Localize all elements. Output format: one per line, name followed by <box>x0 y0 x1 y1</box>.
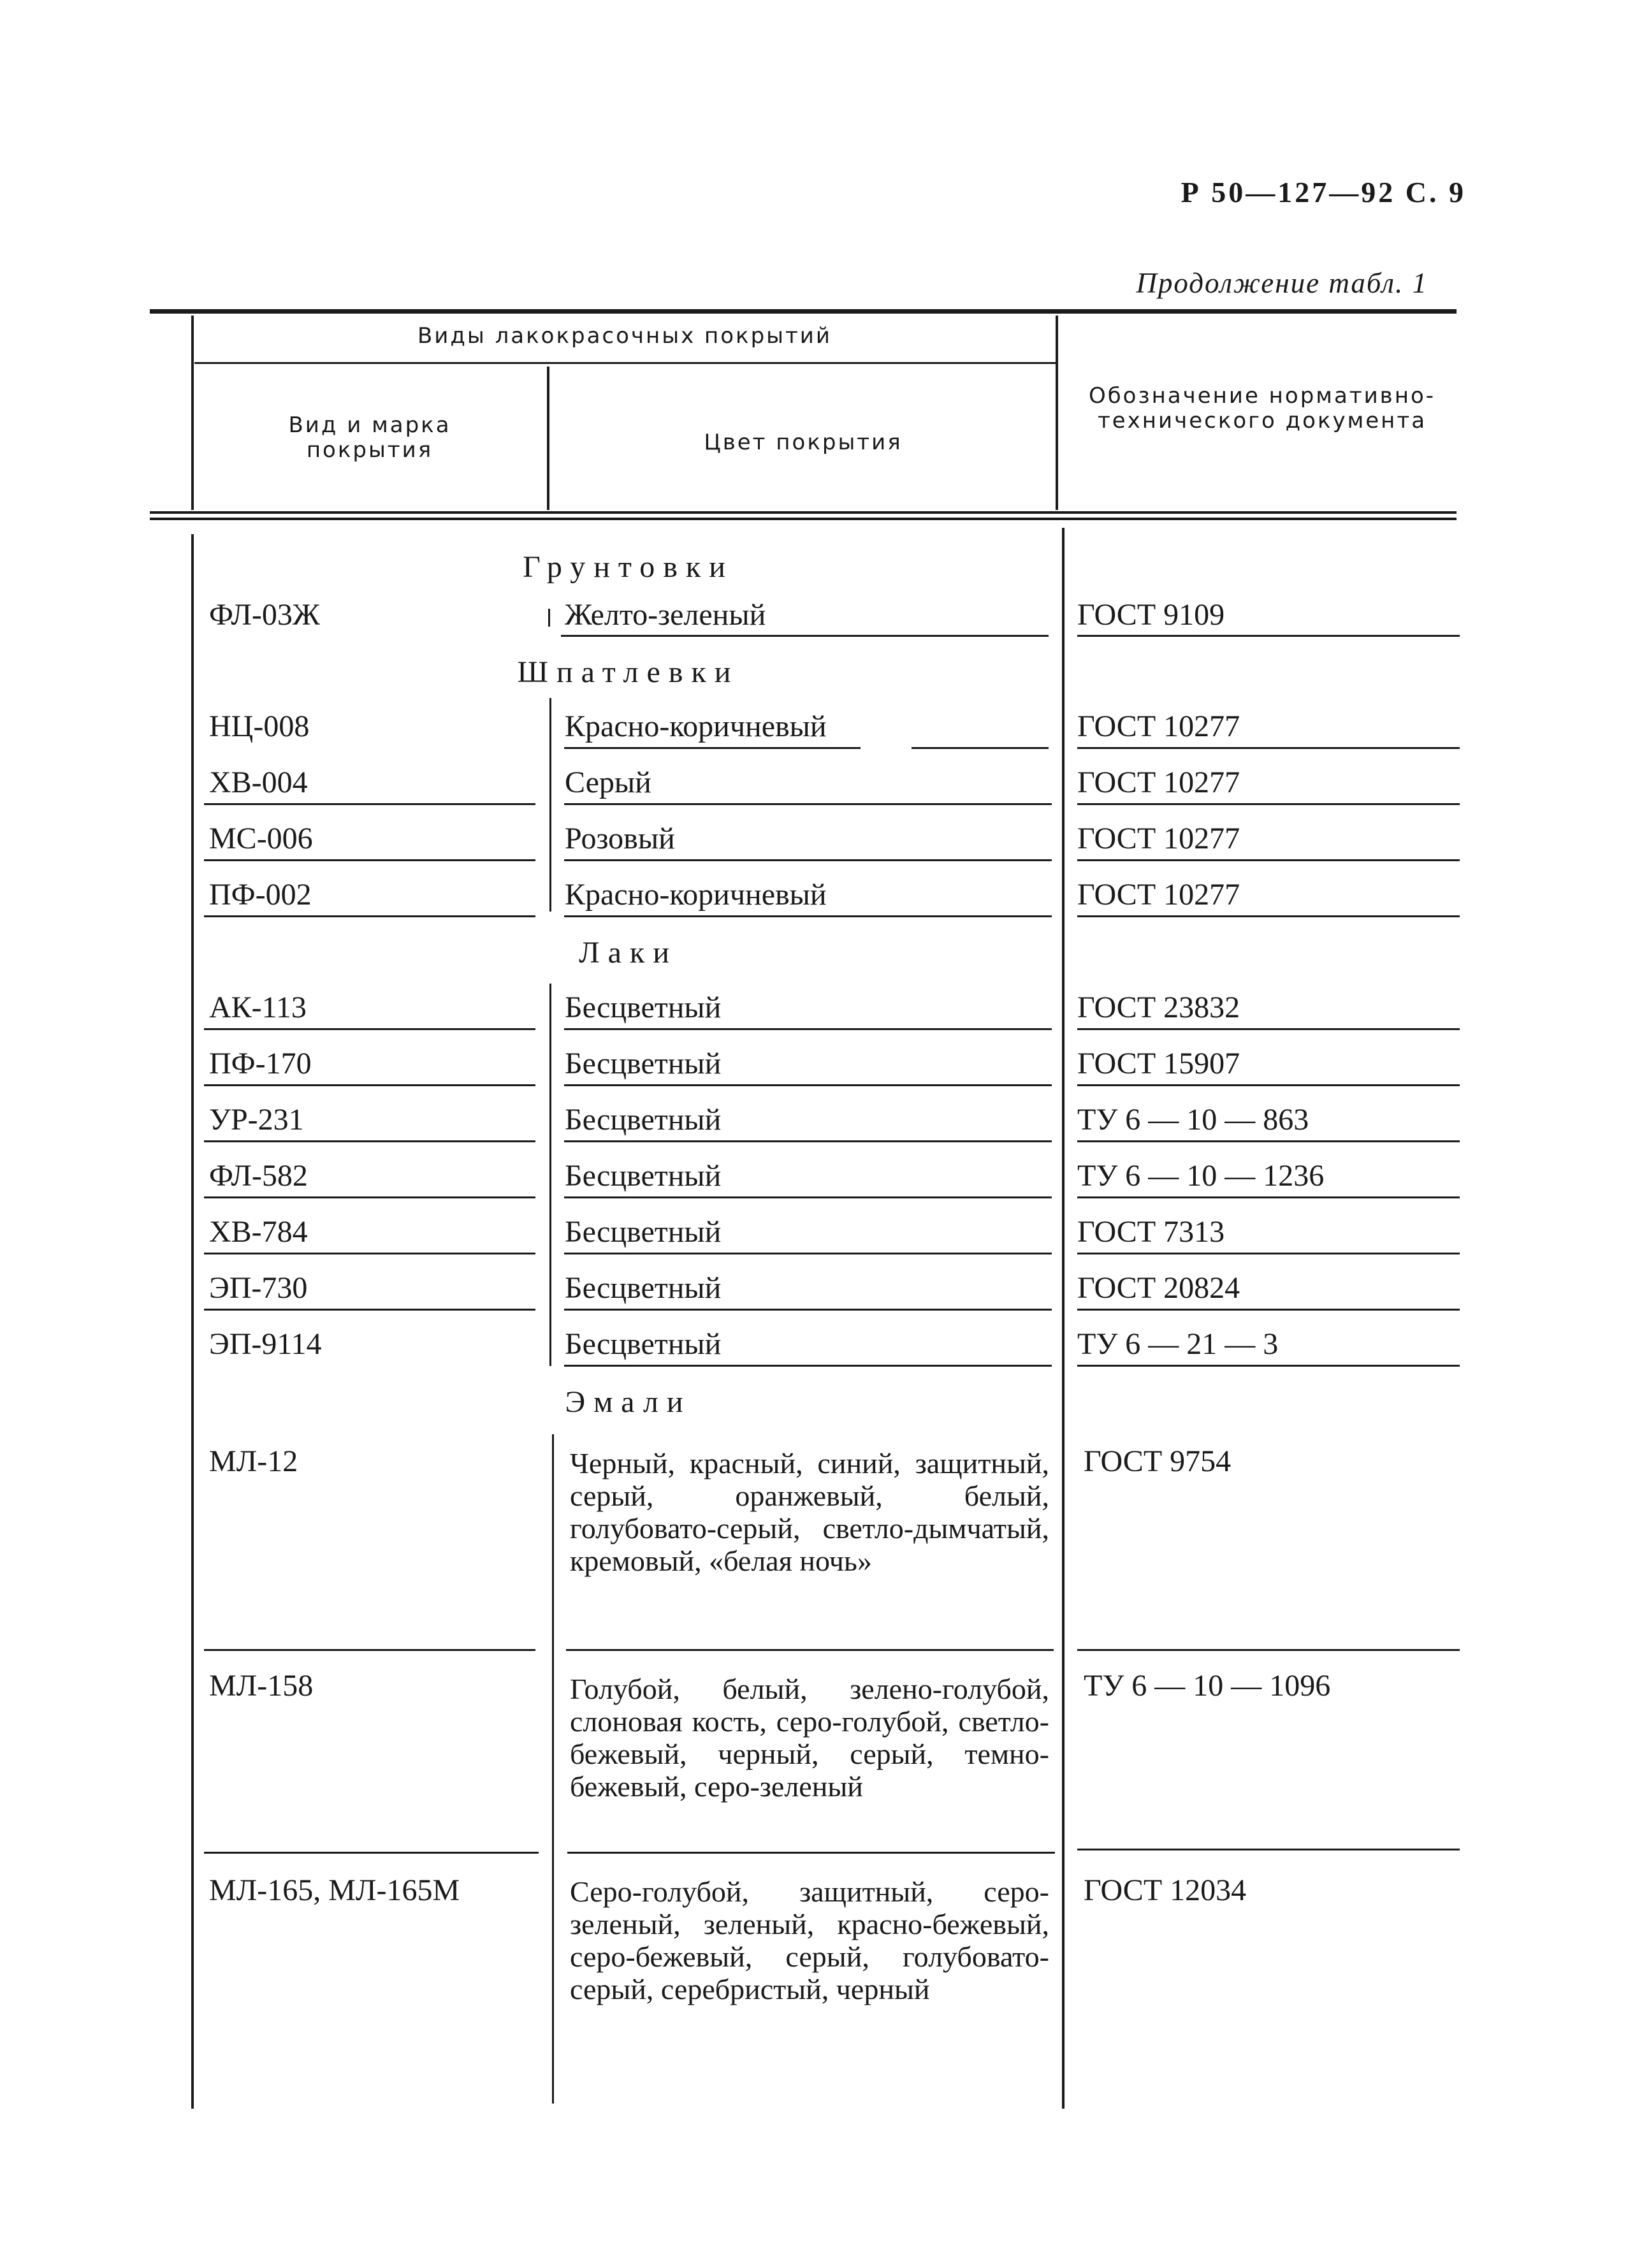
row-color: Красно-коричневый <box>565 709 827 743</box>
row-rule <box>1077 803 1460 805</box>
row-kind: ХВ-784 <box>209 1215 308 1249</box>
row-rule <box>564 915 1052 917</box>
row-rule <box>564 803 1052 805</box>
row-color: Бесцветный <box>565 1327 722 1361</box>
kind-column-divider <box>547 367 549 510</box>
group-header-rule <box>194 362 1056 364</box>
row-rule <box>564 859 1052 861</box>
row-rule <box>204 803 535 805</box>
row-color: Розовый <box>565 822 675 855</box>
row-rule <box>1077 1140 1460 1142</box>
row-rule <box>204 1196 535 1198</box>
section-title: Шпатлевки <box>517 655 739 689</box>
row-color: Бесцветный <box>565 1103 722 1137</box>
header-bottom-rule-1 <box>150 511 1457 514</box>
body-left-border <box>191 534 194 2109</box>
row-rule <box>564 1140 1052 1142</box>
row-rule <box>1077 1253 1460 1254</box>
row-rule <box>564 1084 1052 1086</box>
col-color-header: Цвет покрытия <box>704 430 903 455</box>
row-rule <box>1077 635 1460 637</box>
row-doc: ГОСТ 9754 <box>1084 1444 1232 1478</box>
row-rule <box>1077 1649 1460 1651</box>
row-doc: ГОСТ 7313 <box>1077 1215 1225 1249</box>
row-rule <box>1077 915 1460 917</box>
col-kind-header: Вид и марка покрытия <box>288 412 451 463</box>
row-doc: ГОСТ 10277 <box>1077 878 1240 912</box>
row-doc: ГОСТ 23832 <box>1077 991 1240 1024</box>
row-rule <box>204 859 535 861</box>
row-rule <box>564 1365 1052 1367</box>
row-color: Серо-голубой, защитный, серо-зеленый, зеленый, красно-бежевый, серо-бежевый, серый, голубовато-серый, серебристый, черный <box>570 1875 1049 2005</box>
row-color: Серый <box>565 766 651 799</box>
row-rule <box>204 915 535 917</box>
row-color: Голубой, белый, зелено-голубой, слоновая кость, серо-голубой, светло-бежевый, черный, серый, темно-бежевый, серо-зеленый <box>570 1673 1049 1803</box>
kind-column-divider <box>549 698 551 912</box>
row-doc: ГОСТ 9109 <box>1077 598 1225 632</box>
table-top-rule <box>150 309 1457 314</box>
row-color: Бесцветный <box>565 1215 722 1249</box>
row-rule <box>564 1196 1052 1198</box>
row-color: Желто-зеленый <box>565 598 766 632</box>
table-left-border <box>191 316 194 510</box>
row-rule <box>204 1140 535 1142</box>
row-kind: ПФ-002 <box>209 878 312 912</box>
row-kind: МЛ-165, МЛ-165М <box>209 1873 460 1907</box>
row-rule <box>204 1028 535 1030</box>
row-doc: ТУ 6 — 21 — 3 <box>1077 1327 1279 1361</box>
row-rule <box>204 1309 535 1311</box>
row-kind: МС-006 <box>209 822 313 855</box>
row-doc: ГОСТ 15907 <box>1077 1047 1240 1080</box>
cell-divider <box>548 609 550 627</box>
body-doc-divider <box>1062 528 1065 2109</box>
row-rule <box>564 1253 1052 1254</box>
row-rule <box>567 1852 1055 1854</box>
row-doc: ГОСТ 12034 <box>1084 1873 1247 1907</box>
row-kind: ЭП-9114 <box>209 1327 322 1361</box>
section-title: Грунтовки <box>523 550 734 584</box>
row-rule <box>1077 859 1460 861</box>
section-title: Лаки <box>579 936 678 970</box>
row-kind: АК-113 <box>209 991 307 1024</box>
row-rule <box>566 1649 1054 1651</box>
row-rule <box>204 1253 535 1254</box>
row-rule <box>564 1309 1052 1311</box>
row-rule <box>1077 747 1460 749</box>
header-bottom-rule-2 <box>150 518 1457 520</box>
row-doc: ТУ 6 — 10 — 863 <box>1077 1103 1309 1137</box>
row-rule <box>204 1084 535 1086</box>
row-rule <box>1077 1365 1460 1367</box>
row-rule <box>1077 1196 1460 1198</box>
row-rule <box>912 747 1049 749</box>
doc-column-divider <box>1056 316 1058 510</box>
row-rule <box>204 1852 539 1854</box>
row-doc: ГОСТ 10277 <box>1077 709 1240 743</box>
row-kind: ХВ-004 <box>209 766 308 799</box>
row-doc: ГОСТ 20824 <box>1077 1271 1240 1305</box>
row-kind: ЭП-730 <box>209 1271 308 1305</box>
row-rule <box>564 1028 1052 1030</box>
row-rule <box>564 747 861 749</box>
section-title: Эмали <box>565 1385 692 1419</box>
row-rule <box>1077 1084 1460 1086</box>
row-rule <box>1077 1849 1460 1850</box>
row-color: Бесцветный <box>565 1047 722 1080</box>
row-doc: ТУ 6 — 10 — 1236 <box>1077 1159 1325 1193</box>
row-rule <box>1077 1309 1460 1311</box>
row-kind: УР-231 <box>209 1103 304 1137</box>
table-continuation-label: Продолжение табл. 1 <box>1136 267 1428 299</box>
row-kind: НЦ-008 <box>209 709 310 743</box>
row-kind: ФЛ-582 <box>209 1159 308 1193</box>
row-kind: МЛ-12 <box>209 1444 298 1478</box>
row-kind: ПФ-170 <box>209 1047 312 1080</box>
page-identifier: Р 50—127—92 С. 9 <box>1181 176 1466 208</box>
row-doc: ГОСТ 10277 <box>1077 766 1240 799</box>
row-rule <box>204 1649 535 1651</box>
row-doc: ТУ 6 — 10 — 1096 <box>1084 1669 1331 1703</box>
group-header: Виды лакокрасочных покрытий <box>417 323 832 349</box>
row-kind: МЛ-158 <box>209 1669 314 1703</box>
row-rule <box>1077 1028 1460 1030</box>
row-rule <box>561 635 1049 637</box>
row-color: Бесцветный <box>565 1271 722 1305</box>
row-color: Черный, красный, синий, защитный, серый, оранжевый, белый, голубовато-серый, светло-дымчатый, кремовый, «белая ночь» <box>570 1447 1049 1577</box>
row-kind: ФЛ-03Ж <box>209 598 320 632</box>
row-color: Красно-коричневый <box>565 878 827 912</box>
kind-column-divider <box>552 1434 554 2104</box>
row-color: Бесцветный <box>565 991 722 1024</box>
row-color: Бесцветный <box>565 1159 722 1193</box>
kind-column-divider <box>549 984 551 1366</box>
col-doc-header: Обозначение нормативно-технического документа <box>1088 383 1436 434</box>
row-doc: ГОСТ 10277 <box>1077 822 1240 855</box>
